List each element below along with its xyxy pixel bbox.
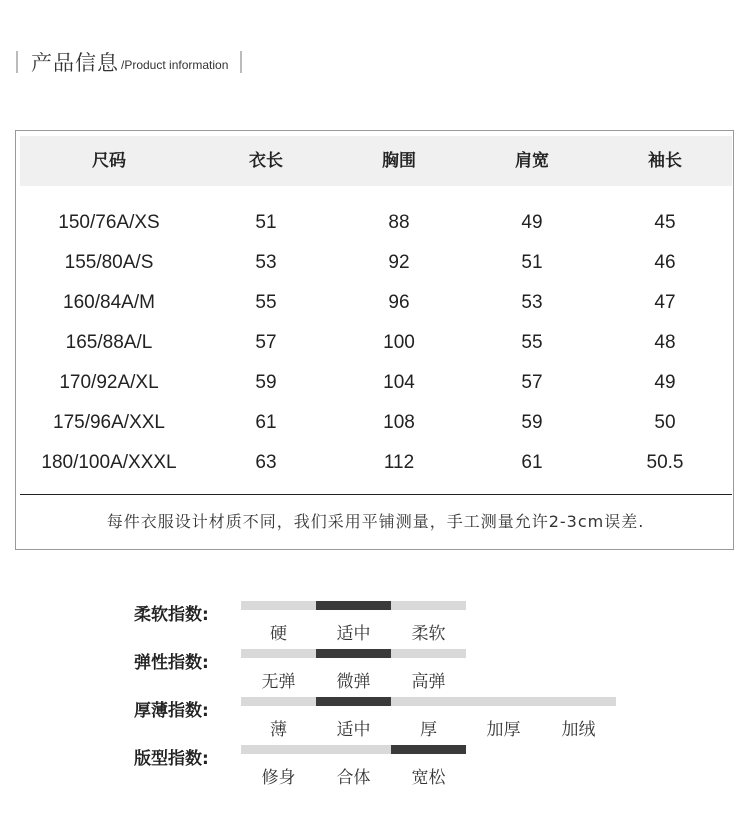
index-label: 弹性指数: (134, 653, 209, 673)
cell-length: 53 (255, 252, 277, 273)
header-left-divider (16, 51, 18, 73)
scale-segment (241, 601, 316, 610)
cell-sleeve: 50.5 (646, 452, 684, 473)
scale-option-label: 宽松 (411, 768, 446, 788)
column-header-chest: 胸围 (382, 151, 416, 171)
cell-chest: 92 (388, 252, 410, 273)
index-row-elasticity (0, 638, 750, 692)
cell-length: 61 (255, 412, 277, 433)
cell-chest: 112 (383, 452, 415, 473)
cell-sleeve: 48 (654, 332, 676, 353)
cell-length: 63 (255, 452, 277, 473)
cell-size: 170/92A/XL (59, 372, 159, 393)
cell-length: 59 (255, 372, 277, 393)
cell-sleeve: 49 (654, 372, 676, 393)
measurement-note: 每件衣服设计材质不同，我们采用平铺测量，手工测量允许2-3cm误差. (106, 512, 645, 531)
cell-size: 180/100A/XXXL (41, 452, 177, 473)
cell-chest: 108 (383, 412, 415, 433)
cell-length: 55 (255, 292, 277, 313)
scale-option-label: 高弹 (411, 672, 446, 692)
column-header-size: 尺码 (92, 151, 126, 171)
cell-sleeve: 45 (654, 212, 676, 233)
cell-sleeve: 46 (654, 252, 676, 273)
cell-sleeve: 50 (654, 412, 676, 433)
column-header-shoulder: 肩宽 (515, 151, 549, 171)
cell-length: 51 (255, 212, 277, 233)
scale-option-label: 适中 (336, 720, 371, 740)
scale-segment (241, 697, 316, 706)
cell-sleeve: 47 (654, 292, 676, 313)
section-title: 产品信息 (31, 51, 119, 75)
scale-option-label: 厚 (420, 720, 437, 740)
scale-option-label: 柔软 (411, 624, 446, 644)
index-label: 柔软指数: (134, 605, 209, 625)
scale-option-label: 无弹 (261, 672, 296, 692)
column-header-length: 衣长 (249, 151, 283, 171)
scale-option-label: 加绒 (561, 720, 596, 740)
scale-option-label: 合体 (336, 768, 371, 788)
table-header (20, 136, 732, 186)
table-row (16, 243, 735, 283)
scale-segment-selected (316, 649, 391, 658)
section-subtitle: /Product information (121, 58, 229, 72)
cell-size: 160/84A/M (63, 292, 155, 313)
cell-size: 165/88A/L (65, 332, 153, 353)
size-chart-table (15, 130, 734, 550)
table-row (16, 283, 735, 323)
scale-option-label: 微弹 (336, 672, 371, 692)
index-row-fit (0, 734, 750, 788)
scale-segment (391, 601, 466, 610)
cell-chest: 100 (383, 332, 415, 353)
scale-option-label: 硬 (270, 624, 287, 644)
scale-segment-selected (391, 745, 466, 754)
scale-segment (541, 697, 616, 706)
scale-option-label: 修身 (261, 768, 296, 788)
table-row (16, 403, 735, 443)
index-row-thickness (0, 686, 750, 740)
scale-option-label: 薄 (270, 720, 287, 740)
scale-segment (241, 745, 316, 754)
cell-shoulder: 55 (521, 332, 543, 353)
table-divider (20, 494, 732, 495)
cell-size: 150/76A/XS (58, 212, 160, 233)
cell-shoulder: 61 (521, 452, 543, 473)
scale-segment (316, 745, 391, 754)
section-header (16, 48, 242, 76)
scale-segment-selected (316, 601, 391, 610)
table-row (16, 363, 735, 403)
scale-segment (466, 697, 541, 706)
cell-size: 155/80A/S (64, 252, 154, 273)
cell-shoulder: 59 (521, 412, 543, 433)
index-label: 厚薄指数: (134, 701, 209, 721)
cell-shoulder: 51 (521, 252, 543, 273)
scale-segment (391, 649, 466, 658)
cell-shoulder: 53 (521, 292, 543, 313)
table-row (16, 443, 735, 483)
scale-segment-selected (316, 697, 391, 706)
cell-length: 57 (255, 332, 277, 353)
scale-segment (241, 649, 316, 658)
cell-chest: 88 (388, 212, 410, 233)
table-row (16, 203, 735, 243)
scale-option-label: 加厚 (486, 720, 521, 740)
header-right-divider (240, 51, 242, 73)
index-label: 版型指数: (134, 749, 209, 769)
table-row (16, 323, 735, 363)
index-row-softness (0, 590, 750, 644)
scale-option-label: 适中 (336, 624, 371, 644)
cell-shoulder: 57 (521, 372, 543, 393)
scale-segment (391, 697, 466, 706)
cell-chest: 104 (383, 372, 415, 393)
cell-size: 175/96A/XXL (53, 412, 165, 433)
column-header-sleeve: 袖长 (648, 151, 682, 171)
cell-shoulder: 49 (521, 212, 543, 233)
cell-chest: 96 (388, 292, 410, 313)
